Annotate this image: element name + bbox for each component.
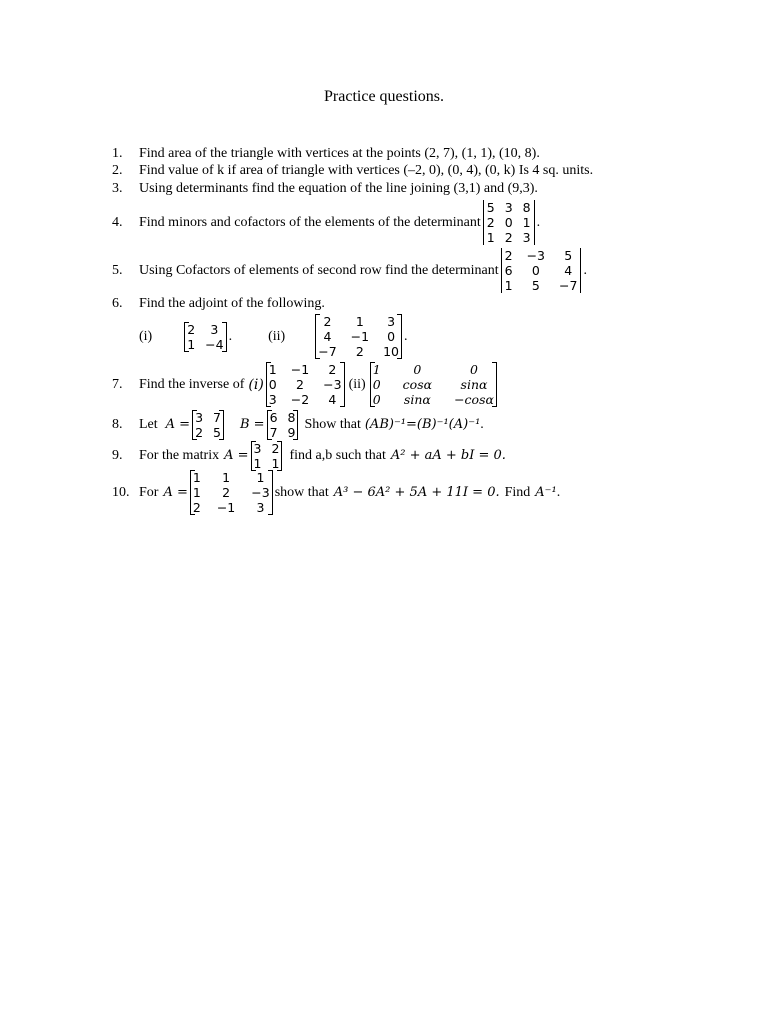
question-text-show: show that	[274, 484, 329, 500]
matrix-cell: 1	[256, 470, 265, 485]
matrix-cell: 5	[531, 278, 540, 293]
matrix-b-label: B =	[239, 417, 265, 432]
question-text: For	[139, 484, 159, 500]
matrix-cell: −3	[251, 485, 270, 500]
matrix-cell: 8	[287, 410, 296, 425]
part-end-i: .	[228, 328, 233, 344]
matrix-cell: 0	[387, 329, 396, 344]
matrix-ii	[315, 314, 402, 359]
question-end-punct: .	[583, 262, 587, 278]
question-text-find: Find	[504, 484, 531, 500]
part-label-ii: (ii)	[348, 376, 366, 392]
question-7	[112, 362, 499, 407]
question-text: Find the adjoint of the following.	[139, 296, 325, 311]
matrix-cell: 2	[192, 500, 201, 515]
matrix-cell: 2	[187, 321, 196, 337]
matrix-i	[266, 362, 345, 407]
matrix-cell: 1	[486, 230, 495, 245]
question-text: For the matrix	[139, 448, 220, 463]
matrix-cell: −3	[526, 248, 546, 263]
matrix-cell: 2	[504, 248, 513, 263]
matrix-cell: −cosα	[454, 392, 494, 407]
matrix-cell: 1	[222, 470, 231, 485]
matrix-cell: 3	[195, 410, 204, 425]
question-2	[112, 163, 593, 179]
question-6	[112, 296, 325, 312]
matrix-cell: 1	[355, 314, 364, 329]
question-end-punct: .	[556, 484, 561, 500]
matrix-cell: 4	[328, 392, 337, 407]
question-number: 10.	[112, 484, 130, 500]
question-6-parts	[139, 314, 408, 359]
matrix-cell: 0	[531, 263, 540, 278]
question-end-punct: .	[480, 417, 484, 432]
matrix-cell: 5	[213, 425, 221, 440]
question-number: 1.	[112, 146, 123, 161]
question-number: 6.	[112, 296, 123, 311]
matrix-cell: 7	[269, 425, 278, 440]
question-expression: A³ − 6A² + 5A + 11I = 0.	[333, 484, 500, 500]
question-number: 5.	[112, 262, 123, 278]
matrix-cell: 1	[192, 485, 201, 500]
question-expression: A² + aA + bI = 0.	[390, 448, 506, 463]
matrix-cell: 6	[504, 263, 513, 278]
part-label-i: (i)	[139, 328, 153, 344]
matrix-cell: 1	[192, 470, 201, 485]
question-number: 4.	[112, 214, 123, 230]
question-number: 8.	[112, 417, 123, 432]
question-number: 9.	[112, 448, 123, 463]
matrix-a-label: A =	[224, 448, 249, 463]
matrix-cell: 2	[355, 344, 364, 359]
matrix-cell: 1	[522, 215, 531, 230]
matrix-ii	[370, 362, 497, 407]
matrix-cell: 2	[195, 425, 204, 440]
matrix-cell: 0	[372, 377, 381, 392]
determinant-matrix	[483, 200, 535, 245]
question-expression: (AB)⁻¹=(B)⁻¹(A)⁻¹	[364, 417, 481, 432]
matrix-cell: 6	[269, 410, 278, 425]
matrix-cell: −7	[318, 344, 337, 359]
matrix-cell: 4	[564, 263, 573, 278]
matrix-cell: 5	[564, 248, 573, 263]
matrix-cell: 3	[256, 500, 265, 515]
matrix-i	[184, 322, 226, 352]
question-end-punct: .	[536, 214, 541, 230]
question-text-let: Let	[139, 417, 158, 432]
question-9	[112, 441, 506, 471]
determinant-matrix	[501, 248, 582, 293]
question-number: 2.	[112, 163, 123, 178]
question-1	[112, 146, 540, 162]
question-8	[112, 410, 484, 440]
matrix-cell: 5	[486, 200, 495, 215]
matrix-a	[251, 441, 283, 471]
matrix-cell: −1	[350, 329, 370, 344]
matrix-cell: −1	[290, 362, 310, 377]
matrix-cell: 9	[287, 425, 296, 440]
question-text: Find minors and cofactors of the elements of the determinant	[139, 214, 481, 230]
part-label-ii: (ii)	[268, 328, 286, 344]
matrix-cell: 3	[253, 441, 262, 456]
question-text: Using determinants find the equation of the line joining (3,1) and (9,3).	[139, 181, 538, 196]
matrix-cell: 2	[222, 485, 231, 500]
matrix-cell: −7	[559, 278, 578, 293]
question-text: Find value of k if area of triangle with vertices (–2, 0), (0, 4), (0, k) Is 4 sq. units.	[139, 163, 594, 178]
matrix-cell: 3	[522, 230, 531, 245]
matrix-cell: 2	[295, 377, 304, 392]
matrix-cell: sinα	[460, 377, 488, 392]
matrix-cell: 1	[271, 456, 280, 471]
part-label-i: (i)	[248, 376, 264, 393]
question-4	[112, 200, 540, 245]
matrix-a	[192, 410, 224, 440]
matrix-cell: 1	[372, 362, 381, 377]
matrix-cell: −4	[205, 336, 224, 352]
matrix-b	[267, 410, 299, 440]
matrix-cell: 2	[504, 230, 513, 245]
matrix-cell: 3	[504, 200, 513, 215]
question-text: Find the inverse of	[139, 376, 245, 392]
question-5	[112, 248, 587, 293]
matrix-cell: 1	[187, 336, 196, 352]
part-end-ii: .	[404, 328, 408, 344]
matrix-cell: 3	[210, 321, 219, 337]
matrix-cell: 2	[486, 215, 495, 230]
matrix-cell: 0	[413, 362, 422, 377]
question-3	[112, 181, 538, 197]
matrix-a	[190, 470, 273, 515]
question-expression-2: A⁻¹	[535, 484, 557, 500]
matrix-a-label: A =	[165, 417, 191, 432]
matrix-cell: 3	[387, 314, 396, 329]
matrix-cell: 2	[271, 441, 280, 456]
matrix-cell: cosα	[402, 377, 433, 392]
matrix-cell: −1	[216, 500, 236, 515]
question-number: 3.	[112, 181, 123, 196]
matrix-cell: 2	[328, 362, 337, 377]
matrix-cell: 8	[522, 200, 531, 215]
matrix-cell: 1	[504, 278, 513, 293]
matrix-cell: 0	[372, 392, 381, 407]
matrix-cell: 10	[383, 344, 399, 359]
matrix-cell: 3	[268, 392, 277, 407]
matrix-cell: 0	[470, 362, 478, 377]
question-text-show: Show that	[304, 417, 361, 432]
matrix-cell: 4	[323, 329, 332, 344]
matrix-cell: 2	[323, 314, 332, 329]
question-text-find: find a,b such that	[289, 448, 386, 463]
question-text: Using Cofactors of elements of second row find the determinant	[139, 262, 499, 278]
matrix-cell: 0	[268, 377, 277, 392]
question-10	[112, 470, 560, 515]
matrix-cell: −3	[323, 377, 342, 392]
question-number: 7.	[112, 376, 123, 392]
matrix-cell: 1	[253, 456, 262, 471]
matrix-cell: 0	[504, 215, 513, 230]
matrix-cell: 7	[213, 410, 221, 425]
page-title: Practice questions.	[324, 88, 444, 105]
matrix-cell: sinα	[403, 392, 431, 407]
matrix-a-label: A =	[163, 484, 188, 500]
matrix-cell: 1	[268, 362, 277, 377]
matrix-cell: −2	[290, 392, 310, 407]
question-text: Find area of the triangle with vertices at the points (2, 7), (1, 1), (10, 8).	[139, 146, 540, 161]
